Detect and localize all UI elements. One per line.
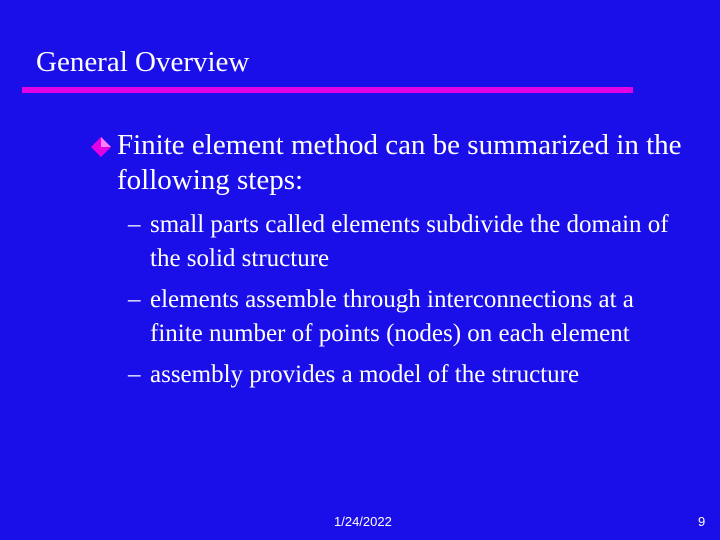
main-bullet [90, 128, 690, 198]
main-bullet-text: Finite element method can be summarized in the following steps: [117, 129, 682, 196]
title-underline [22, 87, 633, 93]
dash-marker: – [128, 361, 141, 388]
page-number: 9 [698, 514, 706, 529]
dash-marker: – [128, 211, 141, 238]
sub-bullet-list [128, 208, 688, 399]
slide-title: General Overview [36, 46, 250, 78]
sub-bullet-item [128, 208, 688, 276]
sub-bullet-text: small parts called elements subdivide the domain of the solid structure [150, 211, 669, 272]
dash-marker: – [128, 286, 141, 313]
sub-bullet-text: elements assemble through interconnections at a finite number of points (nodes) on each element [150, 286, 634, 347]
sub-bullet-text: assembly provides a model of the structure [150, 361, 580, 388]
sub-bullet-item [128, 358, 688, 392]
sub-bullet-item [128, 283, 688, 351]
diamond-bullet-icon [90, 136, 112, 158]
footer-date: 1/24/2022 [334, 514, 392, 529]
